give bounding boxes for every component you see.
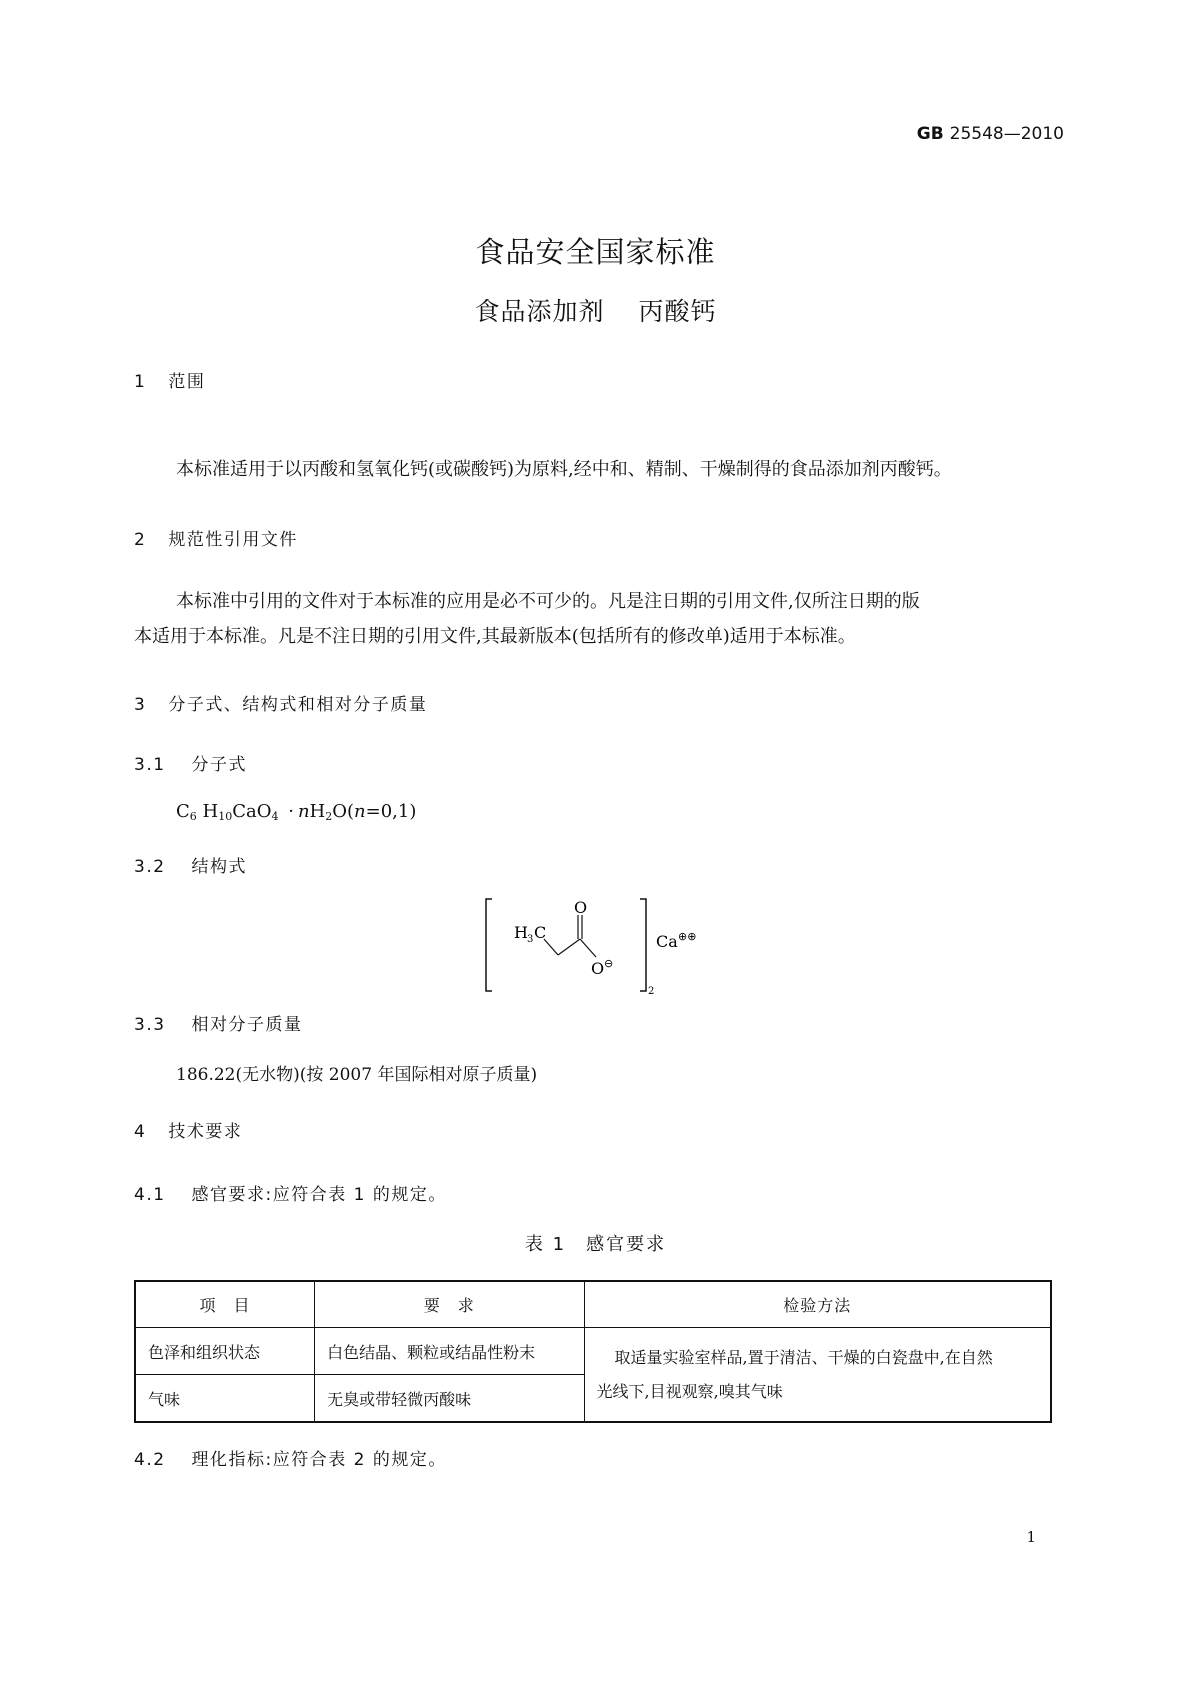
molecular-formula <box>176 801 416 823</box>
section-number: 3 <box>134 695 147 715</box>
subtitle-substance: 丙酸钙 <box>638 297 717 326</box>
section-number: 4.2 <box>134 1450 166 1470</box>
section-title: 理化指标:应符合表 2 的规定。 <box>191 1450 447 1470</box>
table-header-requirement: 要 求 <box>315 1281 584 1328</box>
table-cell-item: 色泽和组织状态 <box>135 1328 315 1375</box>
section-title: 分子式 <box>191 755 248 775</box>
section-2-text-line2: 本适用于本标准。凡是不注日期的引用文件,其最新版本(包括所有的修改单)适用于本标准。 <box>134 626 856 647</box>
section-title: 分子式、结构式和相对分子质量 <box>168 695 428 715</box>
standard-number <box>917 124 1064 144</box>
section-number: 3.1 <box>134 755 166 775</box>
section-number: 4 <box>134 1122 147 1142</box>
subtitle-category: 食品添加剂 <box>474 297 605 326</box>
section-title: 技术要求 <box>168 1122 243 1142</box>
formula-n2: n <box>354 801 366 822</box>
table-cell-requirement: 无臭或带轻微丙酸味 <box>315 1375 584 1423</box>
section-1-text: 本标准适用于以丙酸和氢氧化钙(或碳酸钙)为原料,经中和、精制、干燥制得的食品添加剂丙酸钙。 <box>176 459 952 480</box>
right-bracket <box>640 899 646 991</box>
table-cell-item: 气味 <box>135 1375 315 1423</box>
bond-c-ominus <box>580 939 596 957</box>
standard-code: 25548—2010 <box>949 124 1064 144</box>
table-header-item: 项 目 <box>135 1281 315 1328</box>
formula-o-paren: O( <box>332 801 355 822</box>
atom-h-sub: 3 <box>527 934 534 945</box>
section-number: 4.1 <box>134 1185 166 1205</box>
standard-prefix: GB <box>916 124 944 144</box>
minus-charge: ⊖ <box>604 957 614 970</box>
formula-h: H <box>202 801 219 822</box>
section-title: 规范性引用文件 <box>168 530 298 550</box>
bond-c-carbonyl <box>558 939 580 955</box>
section-3-2-heading <box>134 852 247 877</box>
section-2-text-line1: 本标准中引用的文件对于本标准的应用是必不可少的。凡是注日期的引用文件,仅所注日期的版 <box>176 591 920 612</box>
section-title: 范围 <box>168 372 206 392</box>
table-row <box>135 1328 1051 1375</box>
structural-formula <box>480 895 720 995</box>
section-number: 3.2 <box>134 857 166 877</box>
bracket-subscript: 2 <box>648 986 655 995</box>
table-header-method: 检验方法 <box>584 1281 1051 1328</box>
plus-charge: ⊕⊕ <box>678 930 697 943</box>
table-1 <box>134 1280 1052 1423</box>
section-title: 感官要求:应符合表 1 的规定。 <box>191 1185 447 1205</box>
formula-o-sub: 4 <box>271 810 279 823</box>
atom-ca: Ca <box>656 932 678 951</box>
molecular-mass: 186.22(无水物)(按 2007 年国际相对原子质量) <box>176 1065 538 1085</box>
atom-o-top: O <box>574 898 588 917</box>
section-4-2-heading <box>134 1445 447 1470</box>
section-4-heading <box>134 1117 242 1142</box>
section-number: 2 <box>134 530 147 550</box>
formula-dot: · <box>288 801 294 822</box>
section-3-3-heading <box>134 1010 303 1035</box>
table-1-caption: 表 1 感官要求 <box>524 1234 667 1255</box>
method-line-1: 取适量实验室样品,置于清洁、干燥的白瓷盘中,在自然 <box>614 1347 993 1367</box>
formula-c: C <box>176 801 190 822</box>
page-subtitle <box>0 292 1191 328</box>
formula-h-sub: 10 <box>218 810 233 823</box>
atom-o-minus: O <box>591 959 605 978</box>
formula-h2: H <box>309 801 326 822</box>
atom-c: C <box>534 923 547 942</box>
formula-condition: =0,1) <box>365 801 417 822</box>
section-2-heading <box>134 525 298 550</box>
method-line-2: 光线下,目视观察,嗅其气味 <box>596 1381 783 1401</box>
section-number: 3.3 <box>134 1015 166 1035</box>
formula-cao: CaO <box>232 801 272 822</box>
section-number: 1 <box>134 372 147 392</box>
page-number: 1 <box>1026 1528 1036 1546</box>
table-header-row <box>135 1281 1051 1328</box>
table-cell-requirement: 白色结晶、颗粒或结晶性粉末 <box>315 1328 584 1375</box>
section-3-1-heading <box>134 750 247 775</box>
section-3-heading <box>134 690 427 715</box>
left-bracket <box>486 899 492 991</box>
section-title: 结构式 <box>191 857 248 877</box>
formula-h2-sub: 2 <box>325 810 333 823</box>
formula-c-sub: 6 <box>189 810 197 823</box>
section-4-1-heading <box>134 1180 447 1205</box>
section-title: 相对分子质量 <box>191 1015 303 1035</box>
page-title: 食品安全国家标准 <box>475 235 716 269</box>
atom-h: H <box>514 923 528 942</box>
section-1-heading <box>134 367 205 392</box>
formula-n: n <box>297 801 310 822</box>
table-cell-method <box>584 1328 1051 1423</box>
